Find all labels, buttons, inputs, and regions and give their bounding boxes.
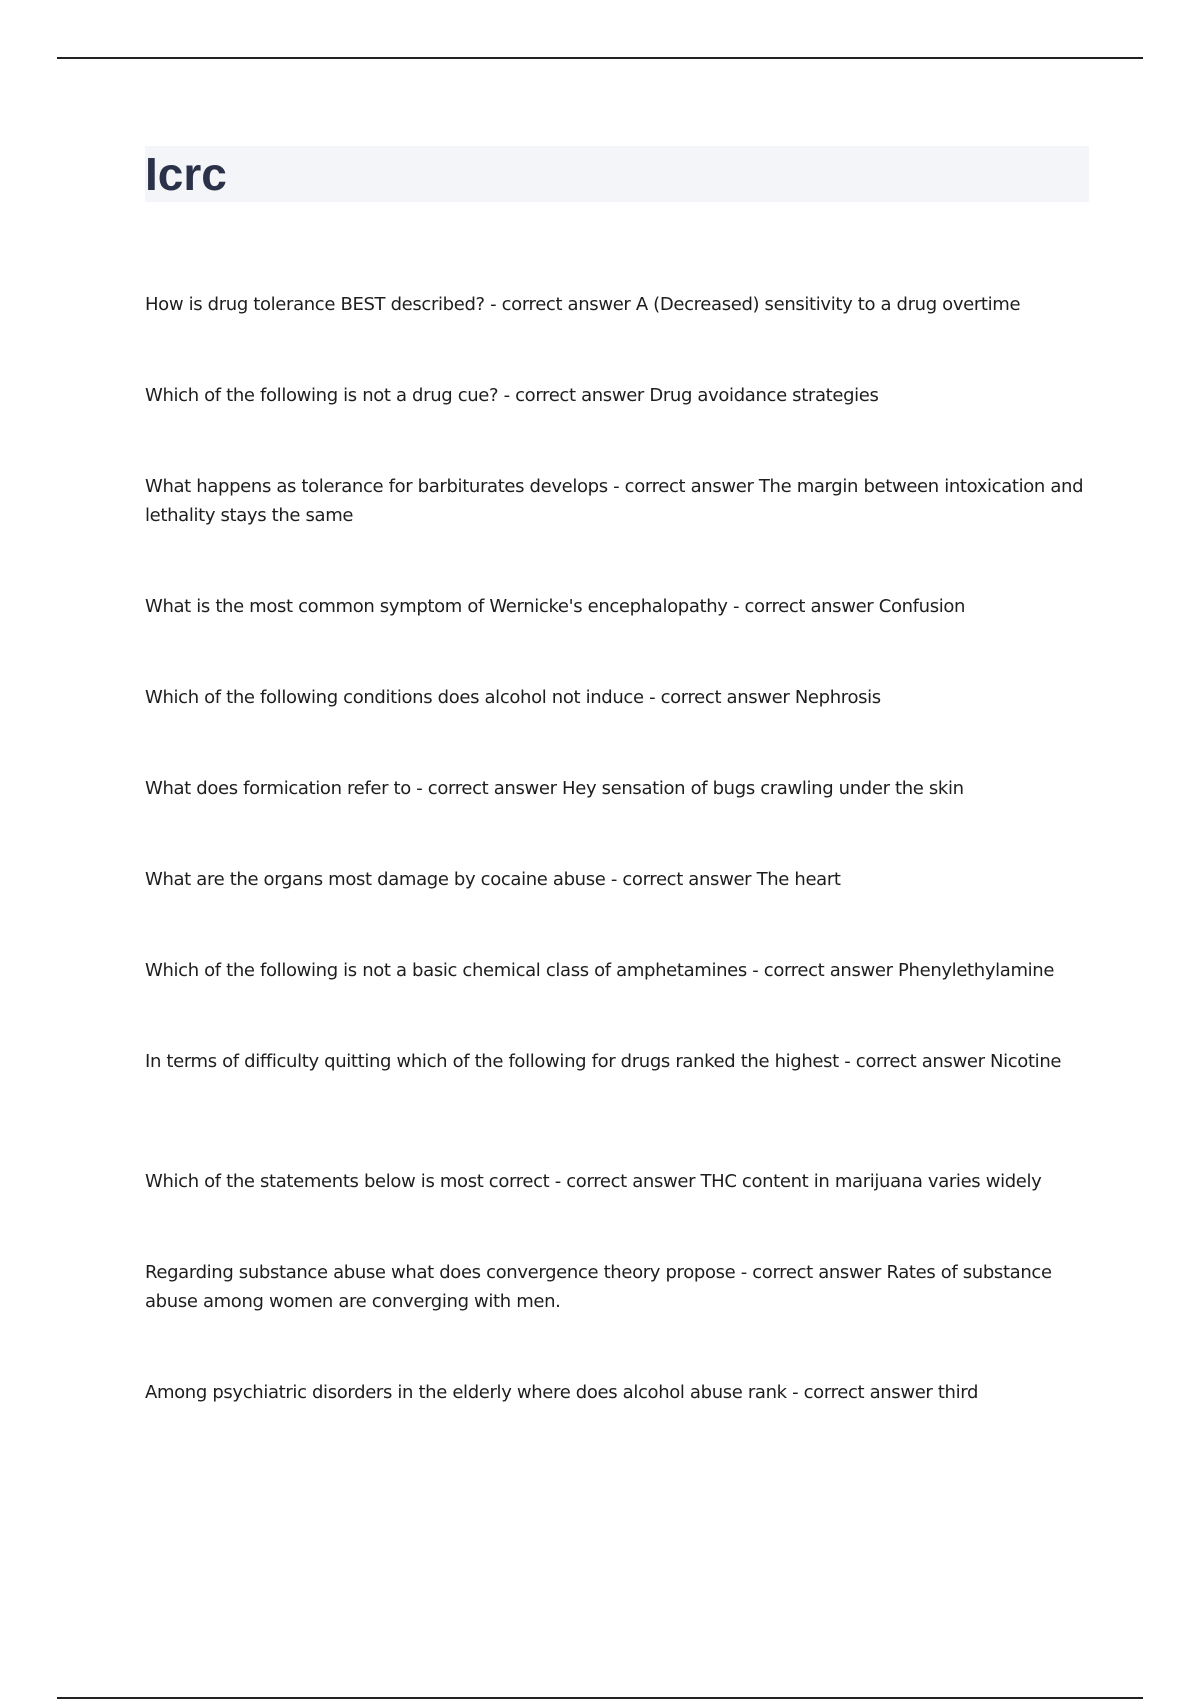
qa-item: Which of the statements below is most correct - correct answer THC content in marijuana varies widely [145, 1171, 1042, 1192]
qa-item: In terms of difficulty quitting which of the following for drugs ranked the highest - correct answer Nicotine [145, 1051, 1062, 1072]
qa-item: Which of the following is not a drug cue? - correct answer Drug avoidance strategies [145, 385, 879, 406]
bottom-rule [57, 1697, 1143, 1699]
top-rule [57, 57, 1143, 59]
qa-item: Which of the following conditions does alcohol not induce - correct answer Nephrosis [145, 687, 881, 708]
qa-item: What does formication refer to - correct answer Hey sensation of bugs crawling under the skin [145, 778, 964, 799]
qa-item: How is drug tolerance BEST described? - correct answer A (Decreased) sensitivity to a drug overtime [145, 294, 1021, 315]
qa-item: Which of the following is not a basic chemical class of amphetamines - correct answer Phenylethylamine [145, 960, 1055, 981]
qa-list [145, 290, 1089, 1469]
qa-item: Regarding substance abuse what does convergence theory propose - correct answer Rates of substance abuse among women are converging with men. [145, 1262, 1052, 1312]
qa-item: What happens as tolerance for barbiturates develops - correct answer The margin between intoxication and lethality stays the same [145, 476, 1084, 526]
qa-item: Among psychiatric disorders in the elderly where does alcohol abuse rank - correct answer third [145, 1382, 979, 1403]
qa-item: What are the organs most damage by cocaine abuse - correct answer The heart [145, 869, 841, 890]
page-title: Icrc [145, 148, 227, 200]
title-bar [145, 146, 1089, 202]
qa-item: What is the most common symptom of Wernicke's encephalopathy - correct answer Confusion [145, 596, 966, 617]
